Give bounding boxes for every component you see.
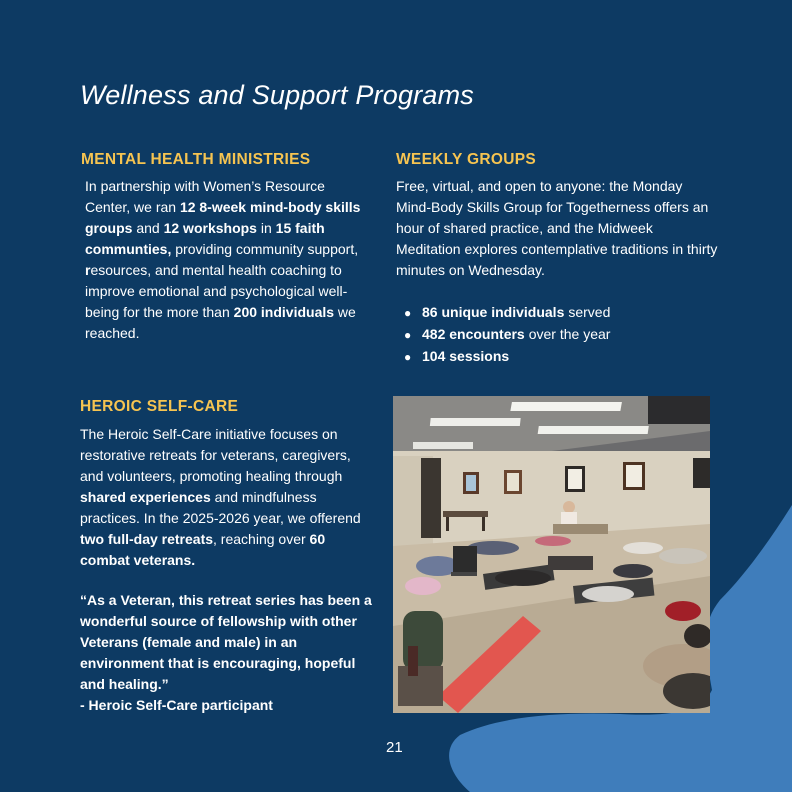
stat-value: 104 sessions [422,348,510,364]
list-item [404,324,610,346]
stat-value: 482 encounters [422,326,525,342]
retreat-room-photo [393,396,710,713]
bullet-icon: ● [404,306,412,320]
hs-text-3: , reaching over [213,531,310,547]
hs-text-2: and mindfulness practices. In the 2025-2026 year, we offerend [80,489,361,526]
mh-strong-2: 12 workshops [163,220,257,236]
hs-strong-1: shared experiences [80,489,211,505]
hs-text-1: The Heroic Self-Care initiative focuses on restorative retreats for veterans, caregivers, and volunteers, promoting healing through [80,426,351,484]
bullet-icon: ● [404,350,412,364]
weekly-stats-list [404,302,610,368]
mh-text-2: and [132,220,164,236]
mh-strong-5: 200 individuals [233,304,335,320]
mh-strong-1: 12 8-week mind-body skills groups [85,199,361,236]
mh-text-3: in [256,220,276,236]
hs-strong-2: two full-day retreats [80,531,214,547]
mh-text-4: providing community support, [171,241,359,257]
heroic-self-care-heading: HEROIC SELF-CARE [80,398,239,415]
quote-text: “As a Veteran, this retreat series has been a wonderful source of fellowship with other Veterans (female and male) in an environment that is encouraging, hopeful and healing.” [80,592,372,692]
mh-strong-3: 15 faith communties, [85,220,325,257]
stat-label: served [568,304,611,320]
page-title: Wellness and Support Programs [80,80,474,110]
quote-attribution: - Heroic Self-Care participant [80,697,273,713]
weekly-groups-heading: WEEKLY GROUPS [396,151,536,168]
testimonial-quote [80,590,380,716]
stat-value: 86 unique individuals [422,304,565,320]
stat-label: over the year [528,326,611,342]
mental-health-paragraph [85,176,370,344]
heroic-self-care-paragraph [80,424,370,571]
mh-text-5: esources, and mental health coaching to improve emotional and psychological well-being for the more than [85,262,348,320]
weekly-groups-description: Free, virtual, and open to anyone: the Monday Mind-Body Skills Group for Togetherness offers an hour of shared practice, and the Midweek Meditation explores contemplative traditions in thirty minutes on Wednesday. [396,178,718,278]
page-number: 21 [386,739,403,756]
mh-text-1: In partnership with Women’s Resource Center, we ran [85,178,325,215]
mental-health-heading: MENTAL HEALTH MINISTRIES [81,151,311,168]
photo-illustration [393,396,710,713]
bullet-icon: ● [404,328,412,342]
mh-text-6: we reached. [85,304,356,341]
list-item [404,346,610,368]
hs-strong-3: 60 combat veterans. [80,531,326,568]
list-item [404,302,610,324]
mh-strong-4: r [85,262,91,278]
